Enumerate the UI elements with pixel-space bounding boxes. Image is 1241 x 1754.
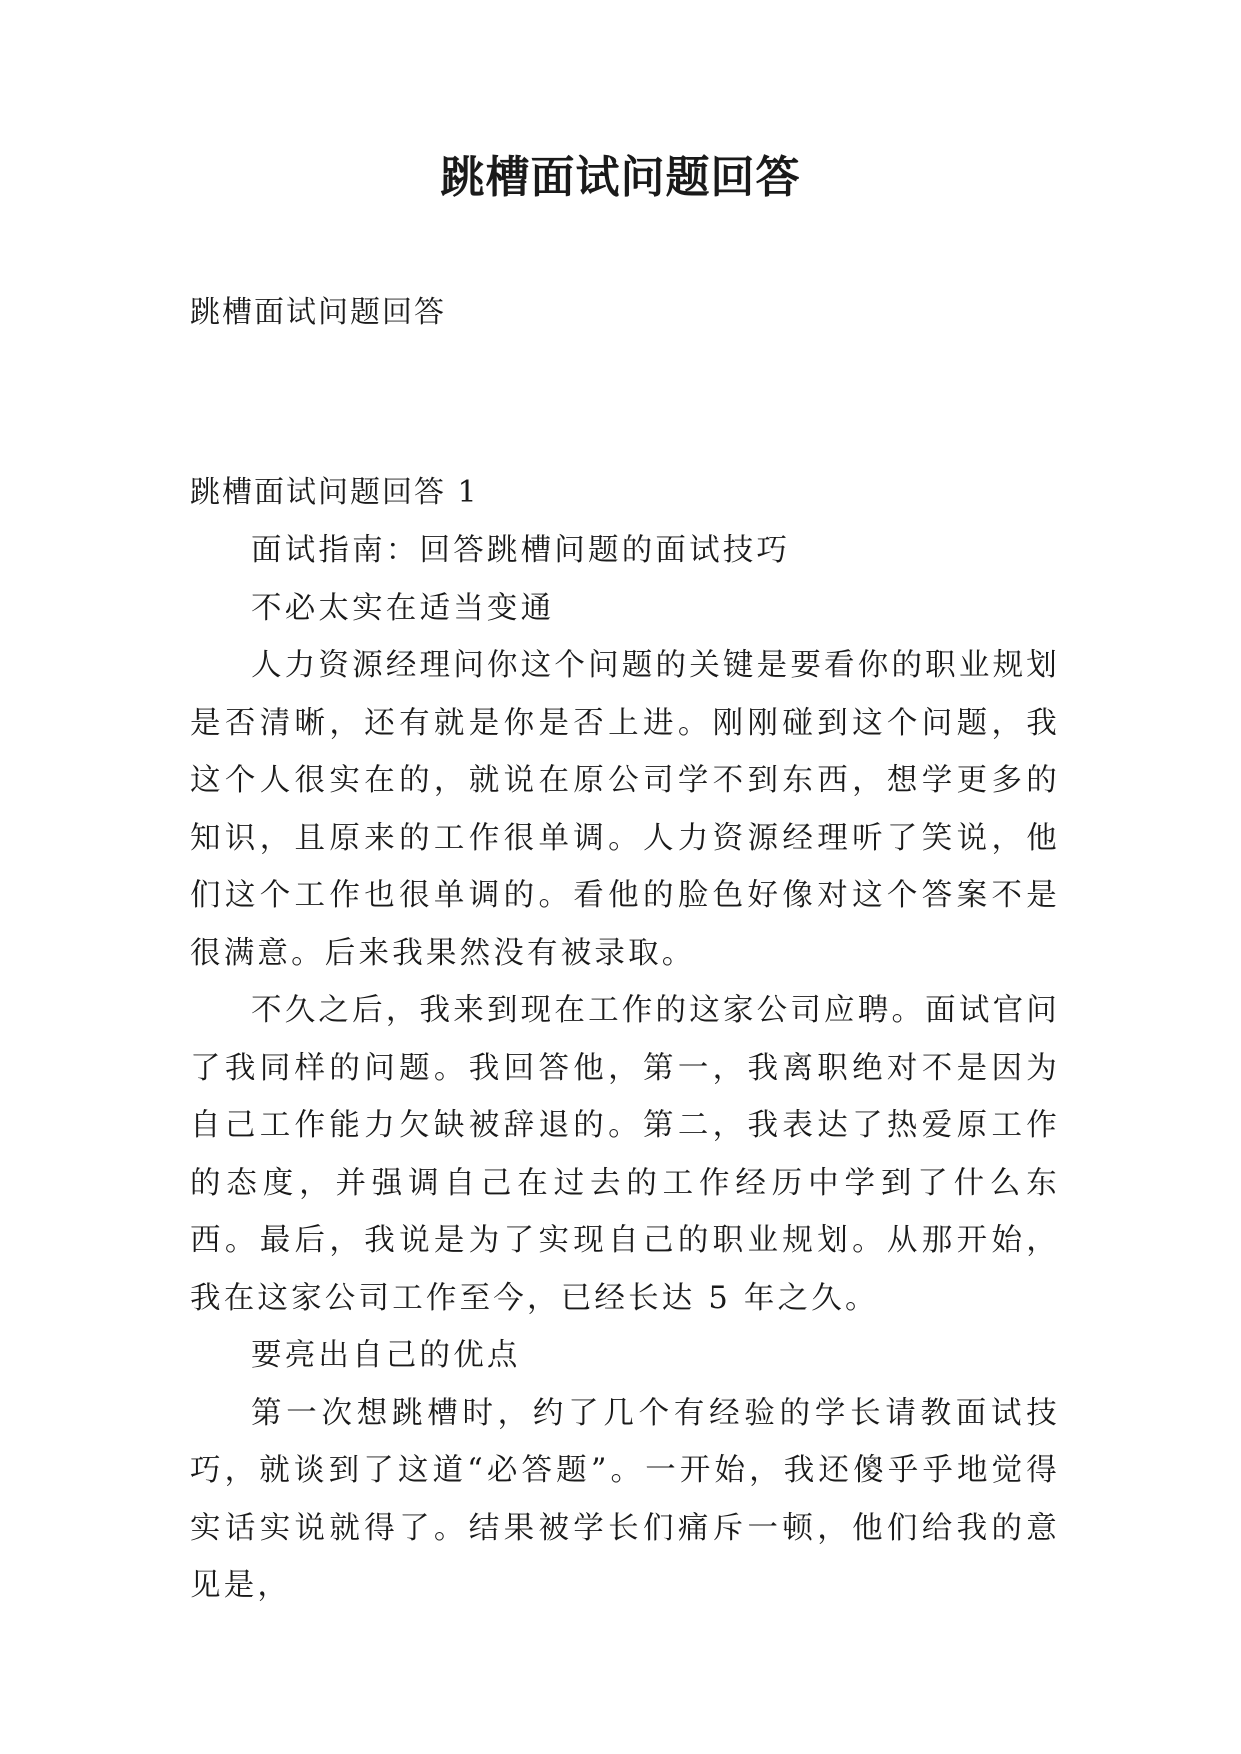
paragraph-guide-heading: 面试指南：回答跳槽问题的面试技巧: [251, 533, 791, 568]
paragraph-body-2: 不久之后，我来到现在工作的这家公司应聘。面试官问了我同样的问题。我回答他，第一，我离职绝对不是因为自己工作能力欠缺被辞退的。第二，我表达了热爱原工作的态度，并强调自己在过去的工作经历中学到了什么东西。最后，我说是为了实现自己的职业规划。从那开始，我在这家公司工作至今，已经长达 5 年之久。: [190, 993, 1060, 1316]
paragraph-subheading-2: 要亮出自己的优点: [251, 1338, 521, 1373]
paragraph-body-1: 人力资源经理问你这个问题的关键是要看你的职业规划是否清晰，还有就是你是否上进。刚刚碰到这个问题，我这个人很实在的，就说在原公司学不到东西，想学更多的知识，且原来的工作很单调。人力资源经理听了笑说，他们这个工作也很单调的。看他的脸色好像对这个答案不是很满意。后来我果然没有被录取。: [190, 648, 1060, 971]
document-title: 跳槽面试问题回答: [440, 152, 801, 203]
document-subtitle: 跳槽面试问题回答: [190, 295, 446, 330]
paragraph-body-3: 第一次想跳槽时，约了几个有经验的学长请教面试技巧，就谈到了这道“必答题”。一开始，我还傻乎乎地觉得实话实说就得了。结果被学长们痛斥一顿，他们给我的意见是，: [190, 1395, 1060, 1603]
paragraph-subheading-1: 不必太实在适当变通: [251, 590, 555, 626]
document-body: [190, 522, 1060, 1615]
section-heading: 跳槽面试问题回答 1: [190, 475, 479, 510]
